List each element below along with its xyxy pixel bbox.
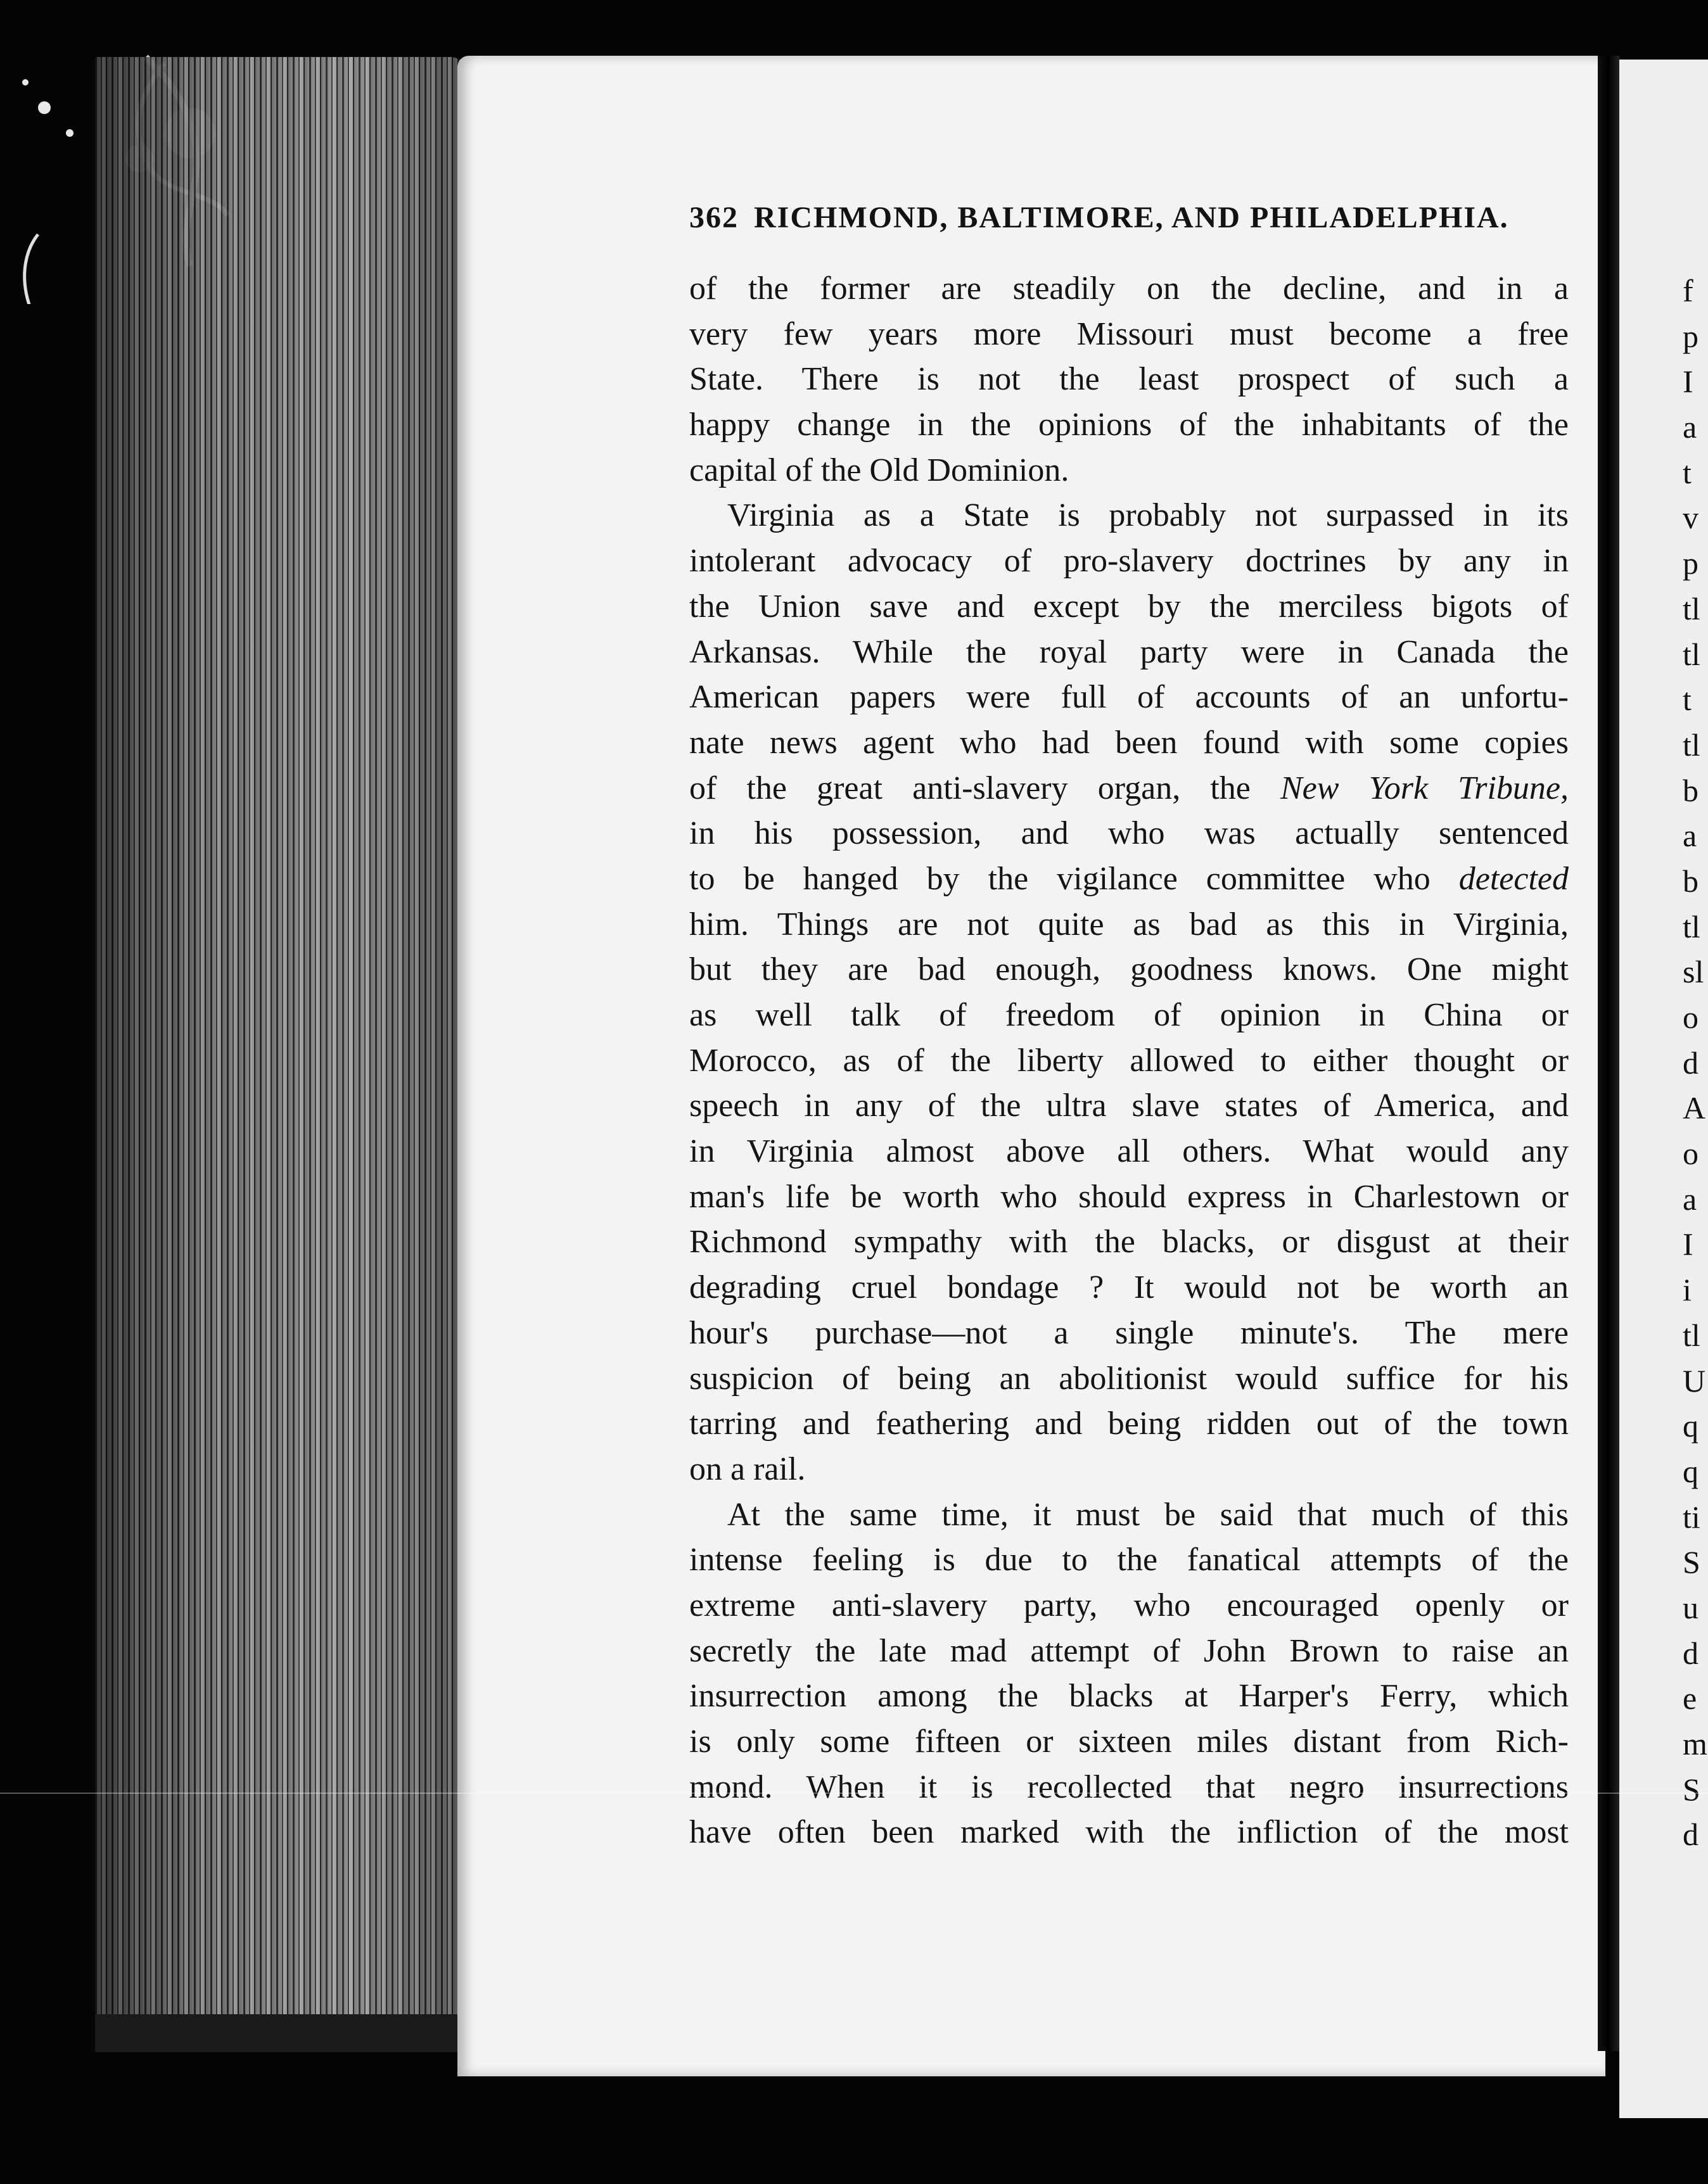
facing-page-fragment: m xyxy=(1683,1726,1707,1762)
facing-page-fragment: q xyxy=(1683,1453,1698,1489)
facing-page-fragment: tl xyxy=(1683,590,1700,626)
text-line: Virginia as a State is probably not surpassed in its xyxy=(727,497,1569,534)
facing-page-fragment: tl xyxy=(1683,727,1700,763)
text-line: as well talk of freedom of opinion in China or xyxy=(689,997,1569,1033)
text-line: nate news agent who had been found with some copies xyxy=(689,724,1569,761)
text-line: speech in any of the ultra slave states of America, and xyxy=(689,1088,1569,1124)
text-line: intense feeling is due to the fanatical attempts of the xyxy=(689,1542,1569,1578)
text-line: have often been marked with the infliction of the most xyxy=(689,1814,1569,1851)
facing-page-fragment: e xyxy=(1683,1680,1697,1717)
binding-edge xyxy=(95,2014,475,2052)
page-edges-shadow xyxy=(95,57,469,2040)
text-line: intolerant advocacy of pro-slavery doctrines by any in xyxy=(689,543,1569,580)
text-line: of the former are steadily on the decline, and in a xyxy=(689,270,1569,307)
facing-page-fragment: d xyxy=(1683,1044,1698,1081)
text-line: very few years more Missouri must become a free xyxy=(689,315,1569,352)
facing-page-fragment: sl xyxy=(1683,954,1704,990)
text-line: tarring and feathering and being ridden out of the town xyxy=(689,1406,1569,1442)
facing-page-fragment: o xyxy=(1683,1000,1698,1035)
text-line: in Virginia almost above all others. What would any xyxy=(689,1133,1569,1170)
facing-page-fragment: f xyxy=(1683,273,1693,308)
running-head-title: RICHMOND, BALTIMORE, AND PHILADELPHIA. xyxy=(754,201,1509,234)
text-line: degrading cruel bondage ? It would not be worth an xyxy=(689,1269,1569,1306)
facing-page-fragment: u xyxy=(1683,1589,1698,1625)
newspaper-title: New York Tribune, xyxy=(1280,770,1569,806)
text-line: State. There is not the least prospect of such a xyxy=(689,361,1569,398)
text-line: in his possession, and who was actually sentenced xyxy=(689,815,1569,852)
text-line: suspicion of being an abolitionist would suffice for his xyxy=(689,1360,1569,1397)
facing-page-fragment: tl xyxy=(1683,1317,1700,1353)
facing-page-fragment: i xyxy=(1683,1272,1692,1308)
facing-page-fragment: p xyxy=(1683,318,1698,354)
text-line: At the same time, it must be said that much of this xyxy=(727,1496,1569,1533)
scan-scratch xyxy=(0,1793,1708,1794)
facing-page-fragment: S xyxy=(1683,1544,1700,1580)
text-line: is only some fifteen or sixteen miles distant from Rich- xyxy=(689,1724,1569,1760)
facing-page-fragment: q xyxy=(1683,1408,1698,1444)
facing-page-fragment: v xyxy=(1683,500,1698,536)
running-head xyxy=(689,200,1526,235)
facing-page-fragment: b xyxy=(1683,863,1698,899)
facing-page-fragment: U xyxy=(1683,1362,1706,1399)
text-line: capital of the Old Dominion. xyxy=(689,452,1069,488)
text-line: happy change in the opinions of the inhabitants of the xyxy=(689,407,1569,443)
facing-page-fragment: t xyxy=(1683,454,1692,490)
facing-page-fragment: a xyxy=(1683,1181,1697,1217)
page-number: 362 xyxy=(689,201,739,234)
text-line: on a rail. xyxy=(689,1451,806,1487)
facing-page-fragment: d xyxy=(1683,1817,1698,1853)
text-line: Arkansas. While the royal party were in Canada the xyxy=(689,633,1569,670)
facing-page-fragment: A xyxy=(1683,1090,1706,1126)
facing-page-fragment: tl xyxy=(1683,908,1700,944)
facing-page-fragment: a xyxy=(1683,409,1697,445)
text-line-part: of the great anti-slavery organ, the xyxy=(689,770,1280,806)
text-line: hour's purchase—not a single minute's. The mere xyxy=(689,1314,1569,1351)
text-line xyxy=(689,856,1569,902)
body-text xyxy=(689,266,1569,1855)
facing-page-fragment: p xyxy=(1683,545,1698,581)
facing-page-fragment: I xyxy=(1683,364,1693,400)
text-line: American papers were full of accounts of an unfortu- xyxy=(689,679,1569,716)
text-line: the Union save and except by the merciless bigots of xyxy=(689,588,1569,625)
facing-page-fragment: t xyxy=(1683,682,1692,718)
facing-page-fragment: a xyxy=(1683,818,1697,854)
facing-page-fragment: I xyxy=(1683,1226,1693,1262)
text-line: mond. When it is recollected that negro insurrections xyxy=(689,1768,1569,1805)
facing-page-fragment: tl xyxy=(1683,636,1700,672)
text-line: extreme anti-slavery party, who encouraged openly or xyxy=(689,1587,1569,1623)
facing-page-edge xyxy=(1619,60,1708,2118)
facing-page-fragment: ti xyxy=(1683,1499,1700,1535)
text-line: secretly the late mad attempt of John Brown to raise an xyxy=(689,1632,1569,1669)
text-line: Morocco, as of the liberty allowed to either thought or xyxy=(689,1042,1569,1079)
facing-page-fragment: S xyxy=(1683,1771,1700,1807)
text-line: man's life be worth who should express in Charlestown or xyxy=(689,1178,1569,1215)
text-line xyxy=(689,766,1569,811)
text-line: him. Things are not quite as bad as this in Virginia, xyxy=(689,906,1569,943)
facing-page-fragment: o xyxy=(1683,1136,1698,1172)
facing-page-fragment: d xyxy=(1683,1635,1698,1671)
text-line: insurrection among the blacks at Harper's Ferry, which xyxy=(689,1678,1569,1715)
text-line: Richmond sympathy with the blacks, or disgust at their xyxy=(689,1224,1569,1260)
facing-page-fragments xyxy=(1683,269,1708,1858)
italic-word: detected xyxy=(1458,860,1569,897)
book-gutter xyxy=(1598,56,1619,2051)
text-line-part: to be hanged by the vigilance committee who xyxy=(689,860,1459,897)
facing-page-fragment: b xyxy=(1683,772,1698,808)
text-line: but they are bad enough, goodness knows. One might xyxy=(689,951,1569,988)
